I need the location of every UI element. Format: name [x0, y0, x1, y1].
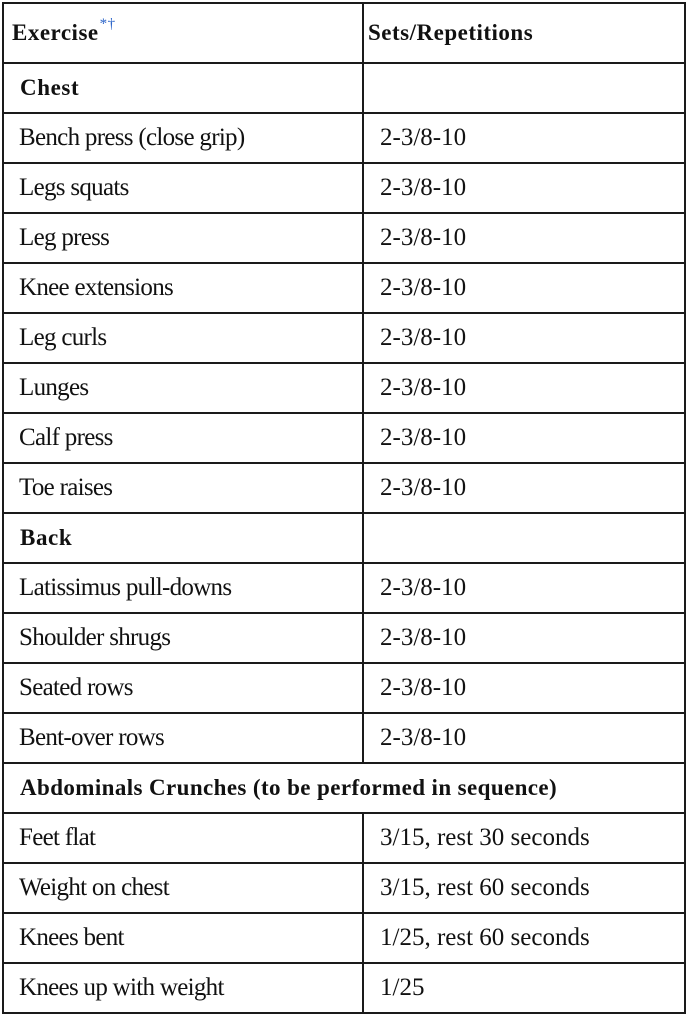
table-row [3, 313, 685, 363]
section-row-chest [3, 63, 685, 113]
table-row [3, 213, 685, 263]
sets-reps-cell: 2-3/8-10 [363, 613, 685, 663]
sets-reps-cell: 1/25 [363, 963, 685, 1013]
section-title-abdominals: Abdominals Crunches (to be performed in sequence) [3, 763, 685, 813]
sets-reps-cell: 2-3/8-10 [363, 313, 685, 363]
sets-reps-cell: 2-3/8-10 [363, 713, 685, 763]
table-row [3, 863, 685, 913]
table-row [3, 263, 685, 313]
exercise-table [2, 2, 686, 1014]
exercise-cell: Feet flat [3, 813, 363, 863]
exercise-cell: Leg curls [3, 313, 363, 363]
exercise-cell: Lunges [3, 363, 363, 413]
sets-reps-cell: 2-3/8-10 [363, 113, 685, 163]
section-title-back: Back [3, 513, 363, 563]
table-row [3, 163, 685, 213]
header-sets-repetitions: Sets/Repetitions [363, 3, 685, 63]
table-row [3, 463, 685, 513]
section-empty-cell [363, 513, 685, 563]
table-row [3, 363, 685, 413]
exercise-cell: Leg press [3, 213, 363, 263]
sets-reps-cell: 2-3/8-10 [363, 463, 685, 513]
exercise-cell: Knees bent [3, 913, 363, 963]
table-row [3, 913, 685, 963]
header-exercise-label: Exercise [12, 20, 99, 45]
table-row [3, 113, 685, 163]
exercise-cell: Bench press (close grip) [3, 113, 363, 163]
sets-reps-cell: 2-3/8-10 [363, 363, 685, 413]
exercise-cell: Calf press [3, 413, 363, 463]
sets-reps-cell: 2-3/8-10 [363, 563, 685, 613]
sets-reps-cell: 2-3/8-10 [363, 663, 685, 713]
table-row [3, 613, 685, 663]
exercise-cell: Shoulder shrugs [3, 613, 363, 663]
exercise-cell: Knee extensions [3, 263, 363, 313]
exercise-cell: Latissimus pull-downs [3, 563, 363, 613]
table-row [3, 963, 685, 1013]
sets-reps-cell: 1/25, rest 60 seconds [363, 913, 685, 963]
header-exercise [3, 3, 363, 63]
section-empty-cell [363, 63, 685, 113]
section-row-back [3, 513, 685, 563]
table-row [3, 713, 685, 763]
table-row [3, 563, 685, 613]
sets-reps-cell: 2-3/8-10 [363, 263, 685, 313]
section-title-chest: Chest [3, 63, 363, 113]
table-row [3, 413, 685, 463]
exercise-cell: Toe raises [3, 463, 363, 513]
exercise-cell: Bent-over rows [3, 713, 363, 763]
section-row-abdominals [3, 763, 685, 813]
exercise-cell: Knees up with weight [3, 963, 363, 1013]
sets-reps-cell: 3/15, rest 60 seconds [363, 863, 685, 913]
exercise-cell: Weight on chest [3, 863, 363, 913]
exercise-cell: Legs squats [3, 163, 363, 213]
table-row [3, 813, 685, 863]
table-header-row [3, 3, 685, 63]
sets-reps-cell: 2-3/8-10 [363, 413, 685, 463]
table-row [3, 663, 685, 713]
sets-reps-cell: 2-3/8-10 [363, 213, 685, 263]
footnote-marks-link[interactable]: *† [99, 16, 116, 32]
exercise-cell: Seated rows [3, 663, 363, 713]
sets-reps-cell: 3/15, rest 30 seconds [363, 813, 685, 863]
sets-reps-cell: 2-3/8-10 [363, 163, 685, 213]
